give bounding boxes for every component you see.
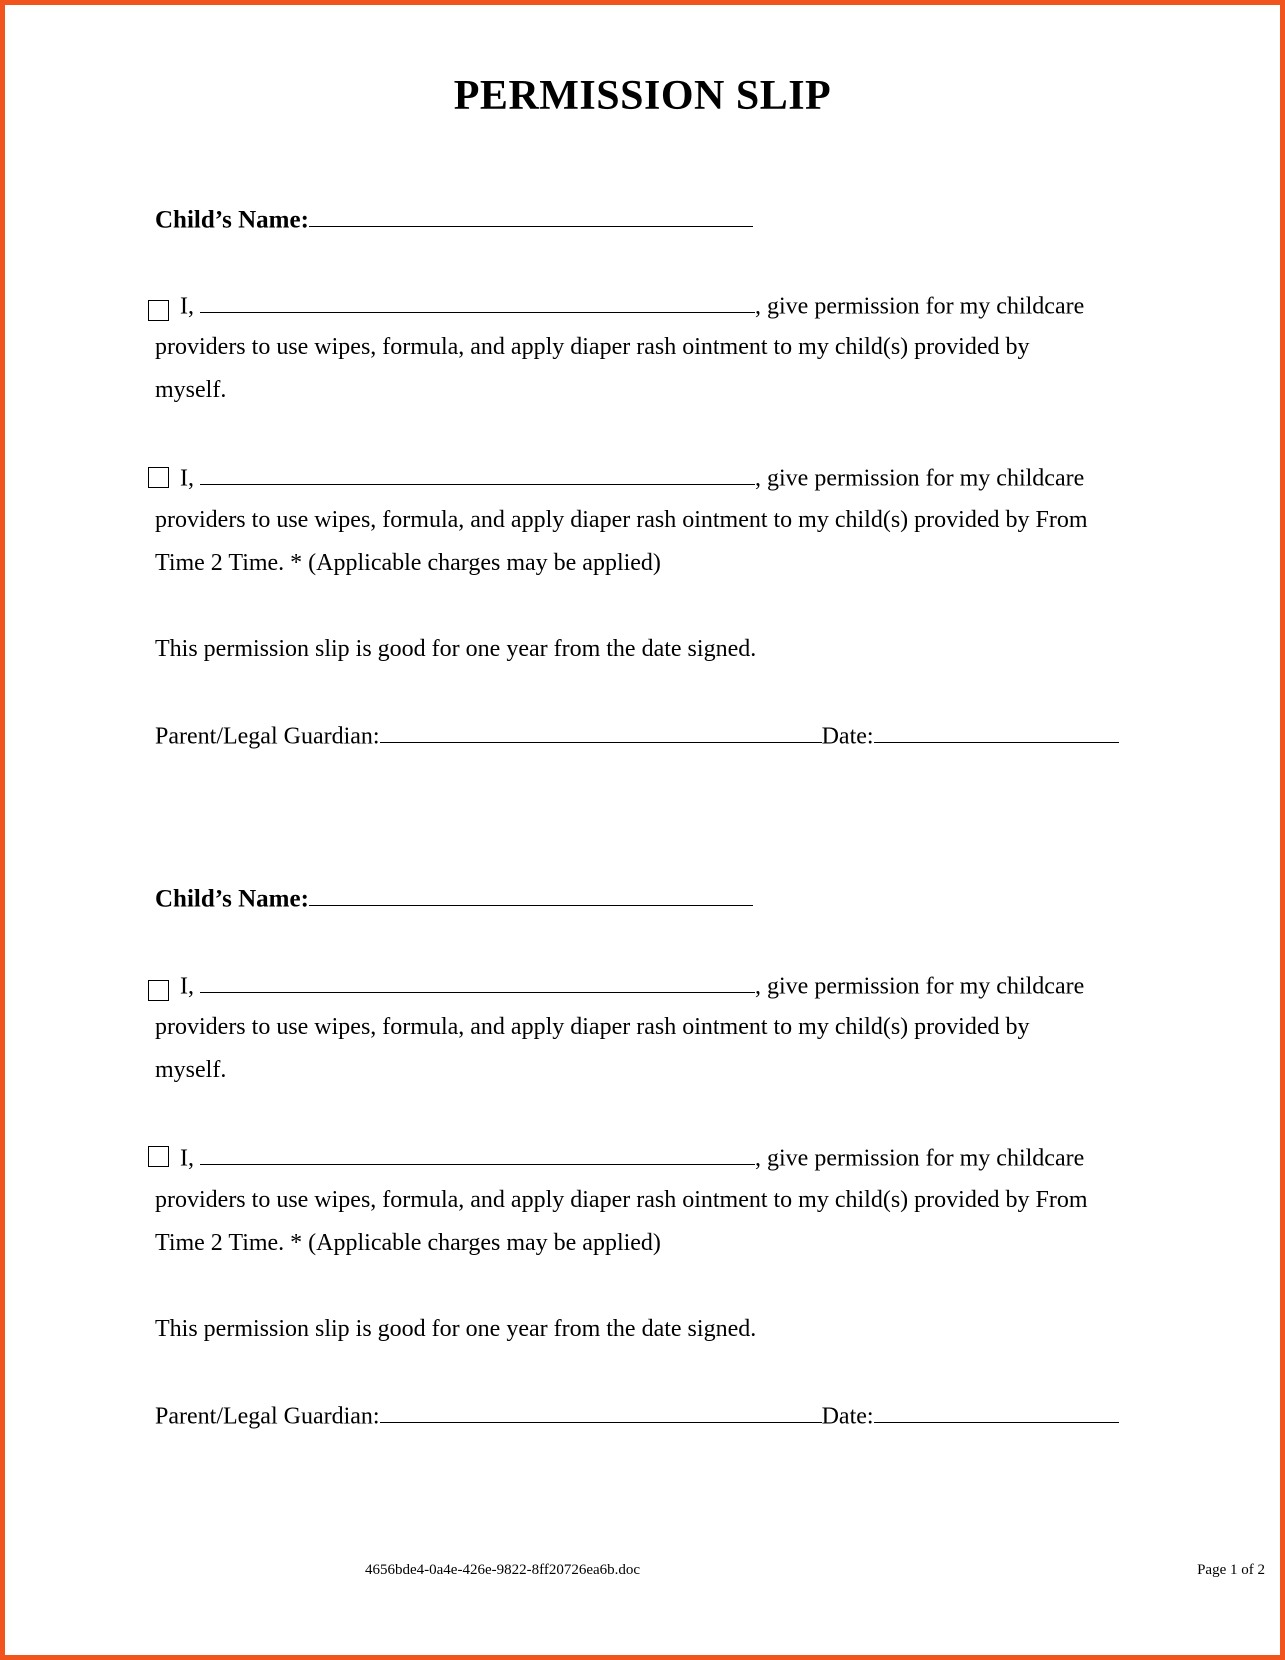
date-field[interactable] <box>874 722 1119 743</box>
date-label: Date: <box>821 723 874 750</box>
option-suffix: , give permission for my childcare <box>755 973 1085 1000</box>
child-name-row <box>155 884 753 913</box>
option-prefix: I, <box>180 293 194 320</box>
option-provider-supplies-line3: Time 2 Time. * (Applicable charges may be applied) <box>155 550 661 576</box>
page-title: PERMISSION SLIP <box>453 73 832 119</box>
option-own-supplies-line2: providers to use wipes, formula, and apply diaper rash ointment to my child(s) provided by <box>155 334 1030 360</box>
option-own-supplies-line1 <box>180 972 1084 1000</box>
checkbox-own-supplies[interactable] <box>148 980 169 1001</box>
option-suffix: , give permission for my childcare <box>755 1145 1085 1172</box>
child-name-field[interactable] <box>309 205 753 227</box>
guardian-signature-field[interactable] <box>380 722 822 743</box>
child-name-label: Child’s Name: <box>155 885 309 913</box>
signature-row <box>155 1402 1119 1430</box>
validity-note: This permission slip is good for one year from the date signed. <box>155 1316 757 1342</box>
option-provider-supplies-line1 <box>180 464 1084 492</box>
checkbox-provider-supplies[interactable] <box>148 467 169 488</box>
checkbox-own-supplies[interactable] <box>148 300 169 321</box>
guardian-signature-field[interactable] <box>380 1402 822 1423</box>
footer-filename: 4656bde4-0a4e-426e-9822-8ff20726ea6b.doc <box>365 1562 641 1578</box>
parent-name-field[interactable] <box>200 464 755 485</box>
option-provider-supplies-line2: providers to use wipes, formula, and apply diaper rash ointment to my child(s) provided by From <box>155 1187 1088 1213</box>
parent-name-field[interactable] <box>200 292 755 313</box>
parent-name-field[interactable] <box>200 972 755 993</box>
option-own-supplies-line3: myself. <box>155 377 227 403</box>
option-provider-supplies-line2: providers to use wipes, formula, and apply diaper rash ointment to my child(s) provided by From <box>155 507 1088 533</box>
guardian-label: Parent/Legal Guardian: <box>155 723 380 750</box>
option-suffix: , give permission for my childcare <box>755 293 1085 320</box>
option-own-supplies-line1 <box>180 292 1084 320</box>
option-provider-supplies-line1 <box>180 1144 1084 1172</box>
checkbox-provider-supplies[interactable] <box>148 1146 169 1167</box>
option-own-supplies-line3: myself. <box>155 1057 227 1083</box>
child-name-label: Child’s Name: <box>155 206 309 234</box>
date-label: Date: <box>821 1403 874 1430</box>
child-name-row <box>155 205 753 234</box>
parent-name-field[interactable] <box>200 1144 755 1165</box>
option-prefix: I, <box>180 973 194 1000</box>
option-prefix: I, <box>180 465 194 492</box>
option-suffix: , give permission for my childcare <box>755 465 1085 492</box>
option-own-supplies-line2: providers to use wipes, formula, and apply diaper rash ointment to my child(s) provided by <box>155 1014 1030 1040</box>
child-name-field[interactable] <box>309 884 753 906</box>
validity-note: This permission slip is good for one year from the date signed. <box>155 636 757 662</box>
option-prefix: I, <box>180 1145 194 1172</box>
guardian-label: Parent/Legal Guardian: <box>155 1403 380 1430</box>
date-field[interactable] <box>874 1402 1119 1423</box>
signature-row <box>155 722 1119 750</box>
option-provider-supplies-line3: Time 2 Time. * (Applicable charges may be applied) <box>155 1230 661 1256</box>
footer-page-number: Page 1 of 2 <box>1197 1562 1265 1578</box>
